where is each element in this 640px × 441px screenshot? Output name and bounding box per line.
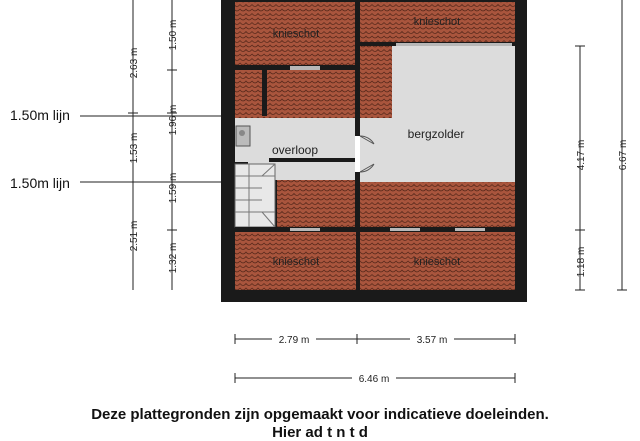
dim-left-outer-2: 1.53 m — [129, 132, 140, 164]
window-bottom-left — [290, 228, 320, 231]
label-overloop: overloop — [271, 143, 319, 157]
dim-right-outer: 6.67 m — [618, 139, 629, 171]
dim-left-inner-1: 1.50 m — [168, 19, 179, 51]
height-line-label-2: 1.50m lijn — [10, 175, 70, 191]
wall-vertical-left — [262, 70, 267, 116]
dim-left-outer-1: 2.63 m — [129, 47, 140, 79]
left-dimension-lines — [80, 0, 221, 290]
label-knieschot-top-left: knieschot — [272, 28, 320, 40]
dim-left-inner-3: 1.59 m — [168, 172, 179, 204]
dim-left-inner-2: 1.96 m — [168, 104, 179, 136]
window-bottom-right-2 — [455, 228, 485, 231]
dim-right-inner-2: 1.18 m — [576, 246, 587, 278]
window-bergzolder-top — [396, 43, 512, 46]
label-knieschot-bottom-right: knieschot — [413, 256, 461, 268]
staircase — [235, 164, 275, 227]
window-bottom-right-1 — [390, 228, 420, 231]
room-overloop-tiles-upper — [235, 70, 356, 118]
dim-bottom-part-1: 2.79 m — [278, 335, 310, 346]
disclaimer-line-1: Deze plattegronden zijn opgemaakt voor indicatieve doeleinden. — [91, 406, 549, 423]
height-line-label-1: 1.50m lijn — [10, 107, 70, 123]
window-top — [290, 66, 320, 70]
label-knieschot-bottom-left: knieschot — [272, 256, 320, 268]
dim-left-outer-3: 2.51 m — [129, 220, 140, 252]
dim-right-inner-1: 4.17 m — [576, 139, 587, 171]
label-bergzolder: bergzolder — [407, 127, 465, 141]
room-overloop-tiles-lower — [277, 180, 356, 227]
toilet-icon — [236, 126, 250, 146]
disclaimer-line-2: Hier ad t n t d — [272, 424, 368, 441]
room-bergzolder-tiles-lower — [360, 182, 515, 227]
dim-bottom-total: 6.46 m — [358, 374, 390, 385]
label-knieschot-top-right: knieschot — [413, 16, 461, 28]
dim-left-inner-4: 1.32 m — [168, 242, 179, 274]
room-bergzolder-tiles-left — [360, 46, 392, 118]
door-opening — [355, 136, 360, 172]
wall-overloop-mid — [269, 158, 356, 162]
toilet-bowl-icon — [239, 130, 245, 136]
dim-bottom-part-2: 3.57 m — [416, 335, 448, 346]
wall-vertical-center — [355, 2, 360, 227]
